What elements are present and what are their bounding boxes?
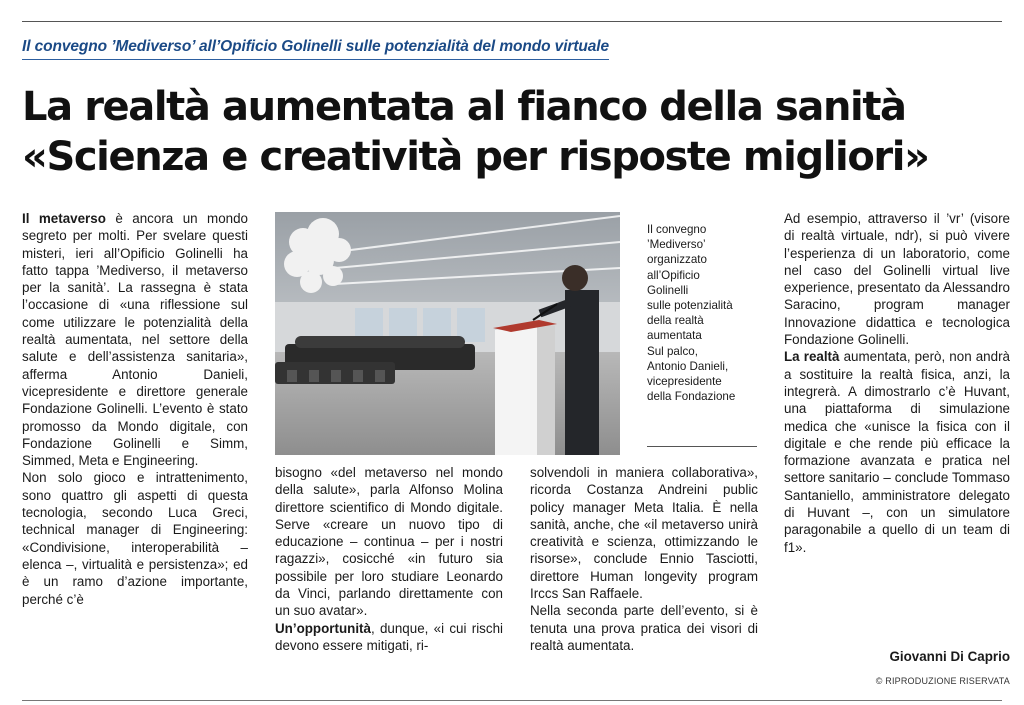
paragraph: bisogno «del metaverso nel mondo della salute», parla Alfonso Molina direttore scientifico di Mondo digitale. Serve «creare un nuovo tipo di educazione – continua – per i nostri ragazzi», cosicché «in futuro sia possibile per loro studiare Leonardo da Vinci, parlando direttamente con un suo avatar». — [275, 465, 503, 619]
article-column-1 — [22, 210, 248, 608]
article-column-2 — [275, 464, 503, 654]
bottom-rule — [22, 700, 1002, 701]
headline — [22, 82, 1012, 182]
paragraph: Non solo gioco e intrattenimento, sono quattro gli aspetti di questa tecnologia, secondo Luca Greci, technical manager di Engineering: «Condivisione, interoperabilità – elenca –, virtualità e persistenza»; ed è un ramo d’azione importante, perché c’è — [22, 470, 248, 607]
caption-rule — [647, 446, 757, 447]
lead-in: Il metaverso — [22, 211, 106, 226]
paragraph: La realtà aumentata, però, non andrà a sostituire la realtà fisica, anzi, la integrerà. A dimostrarlo c’è Huvant, una piattaforma di simulazione medica che «unisce la fisica con il digitale e che rende più efficace la formazione avanzata e pratica nel settore sanitario – conclude Tommaso Santaniello, amministratore delegato di Huvant –, con un simulatore paragonabile a quello di un team di f1». — [784, 349, 1010, 555]
lead-in: Un’opportunità — [275, 620, 371, 636]
paragraph: Il metaverso è ancora un mondo segreto per molti. Per svelare questi misteri, ieri all’Opificio Golinelli ha fatto tappa ’Mediverso, il metaverso per la sanità’. La rassegna è stata l’occasione di «una riflessione sul come utilizzare le potenzialità della realtà aumentata, nel settore della salute e dell’assistenza sanitaria», afferma Antonio Danieli, vicepresidente e direttore generale Fondazione Golinelli. L’evento è stato promosso da Mondo digitale, con Fondazione Golinelli e Simm, Simmed, Meta e Engineering. — [22, 211, 248, 469]
paragraph: Un’opportunità, dunque, «i cui rischi devono essere mitigati, ri- — [275, 620, 503, 653]
paragraph: Nella seconda parte dell’evento, si è tenuta una prova pratica dei visori di realtà aumentata. — [530, 603, 758, 653]
conference-photo — [275, 212, 620, 455]
headline-line-2: «Scienza e creatività per risposte migliori» — [22, 134, 929, 180]
headline-line-1: La realtà aumentata al fianco della sanità — [22, 84, 906, 130]
author-signature: Giovanni Di Caprio — [889, 649, 1010, 664]
article-photo — [275, 212, 620, 455]
paragraph: Ad esempio, attraverso il ’vr’ (visore di realtà virtuale, ndr), si può vivere l’esperienza di un laboratorio, come nel caso del Golinelli virtual live experience, presentato da Alessandro Saracino, program manager Innovazione didattica e tecnologica Fondazione Golinelli. — [784, 211, 1010, 348]
kicker: Il convegno ’Mediverso’ all’Opificio Golinelli sulle potenzialità del mondo virtuale — [22, 38, 609, 60]
lead-in: La realtà — [784, 349, 840, 365]
photo-caption: Il convegno ’Mediverso’ organizzato all’Opificio Golinelli sulle potenzialità della realtà aumentata Sul palco, Antonio Danieli, vicepresidente della Fondazione — [647, 223, 736, 404]
paragraph: solvendoli in maniera collaborativa», ricorda Costanza Andreini public policy manager Meta Italia. È nella sanità, anche, che «il metaverso unirà creatività e scienza, ottimizzando le risorse», conclude Ennio Tasciotti, direttore Human longevity program Irccs San Raffaele. — [530, 465, 758, 602]
copyright-notice: © RIPRODUZIONE RISERVATA — [875, 676, 1010, 686]
article-column-4 — [784, 210, 1010, 556]
article-column-3 — [530, 464, 758, 654]
top-rule — [22, 21, 1002, 22]
